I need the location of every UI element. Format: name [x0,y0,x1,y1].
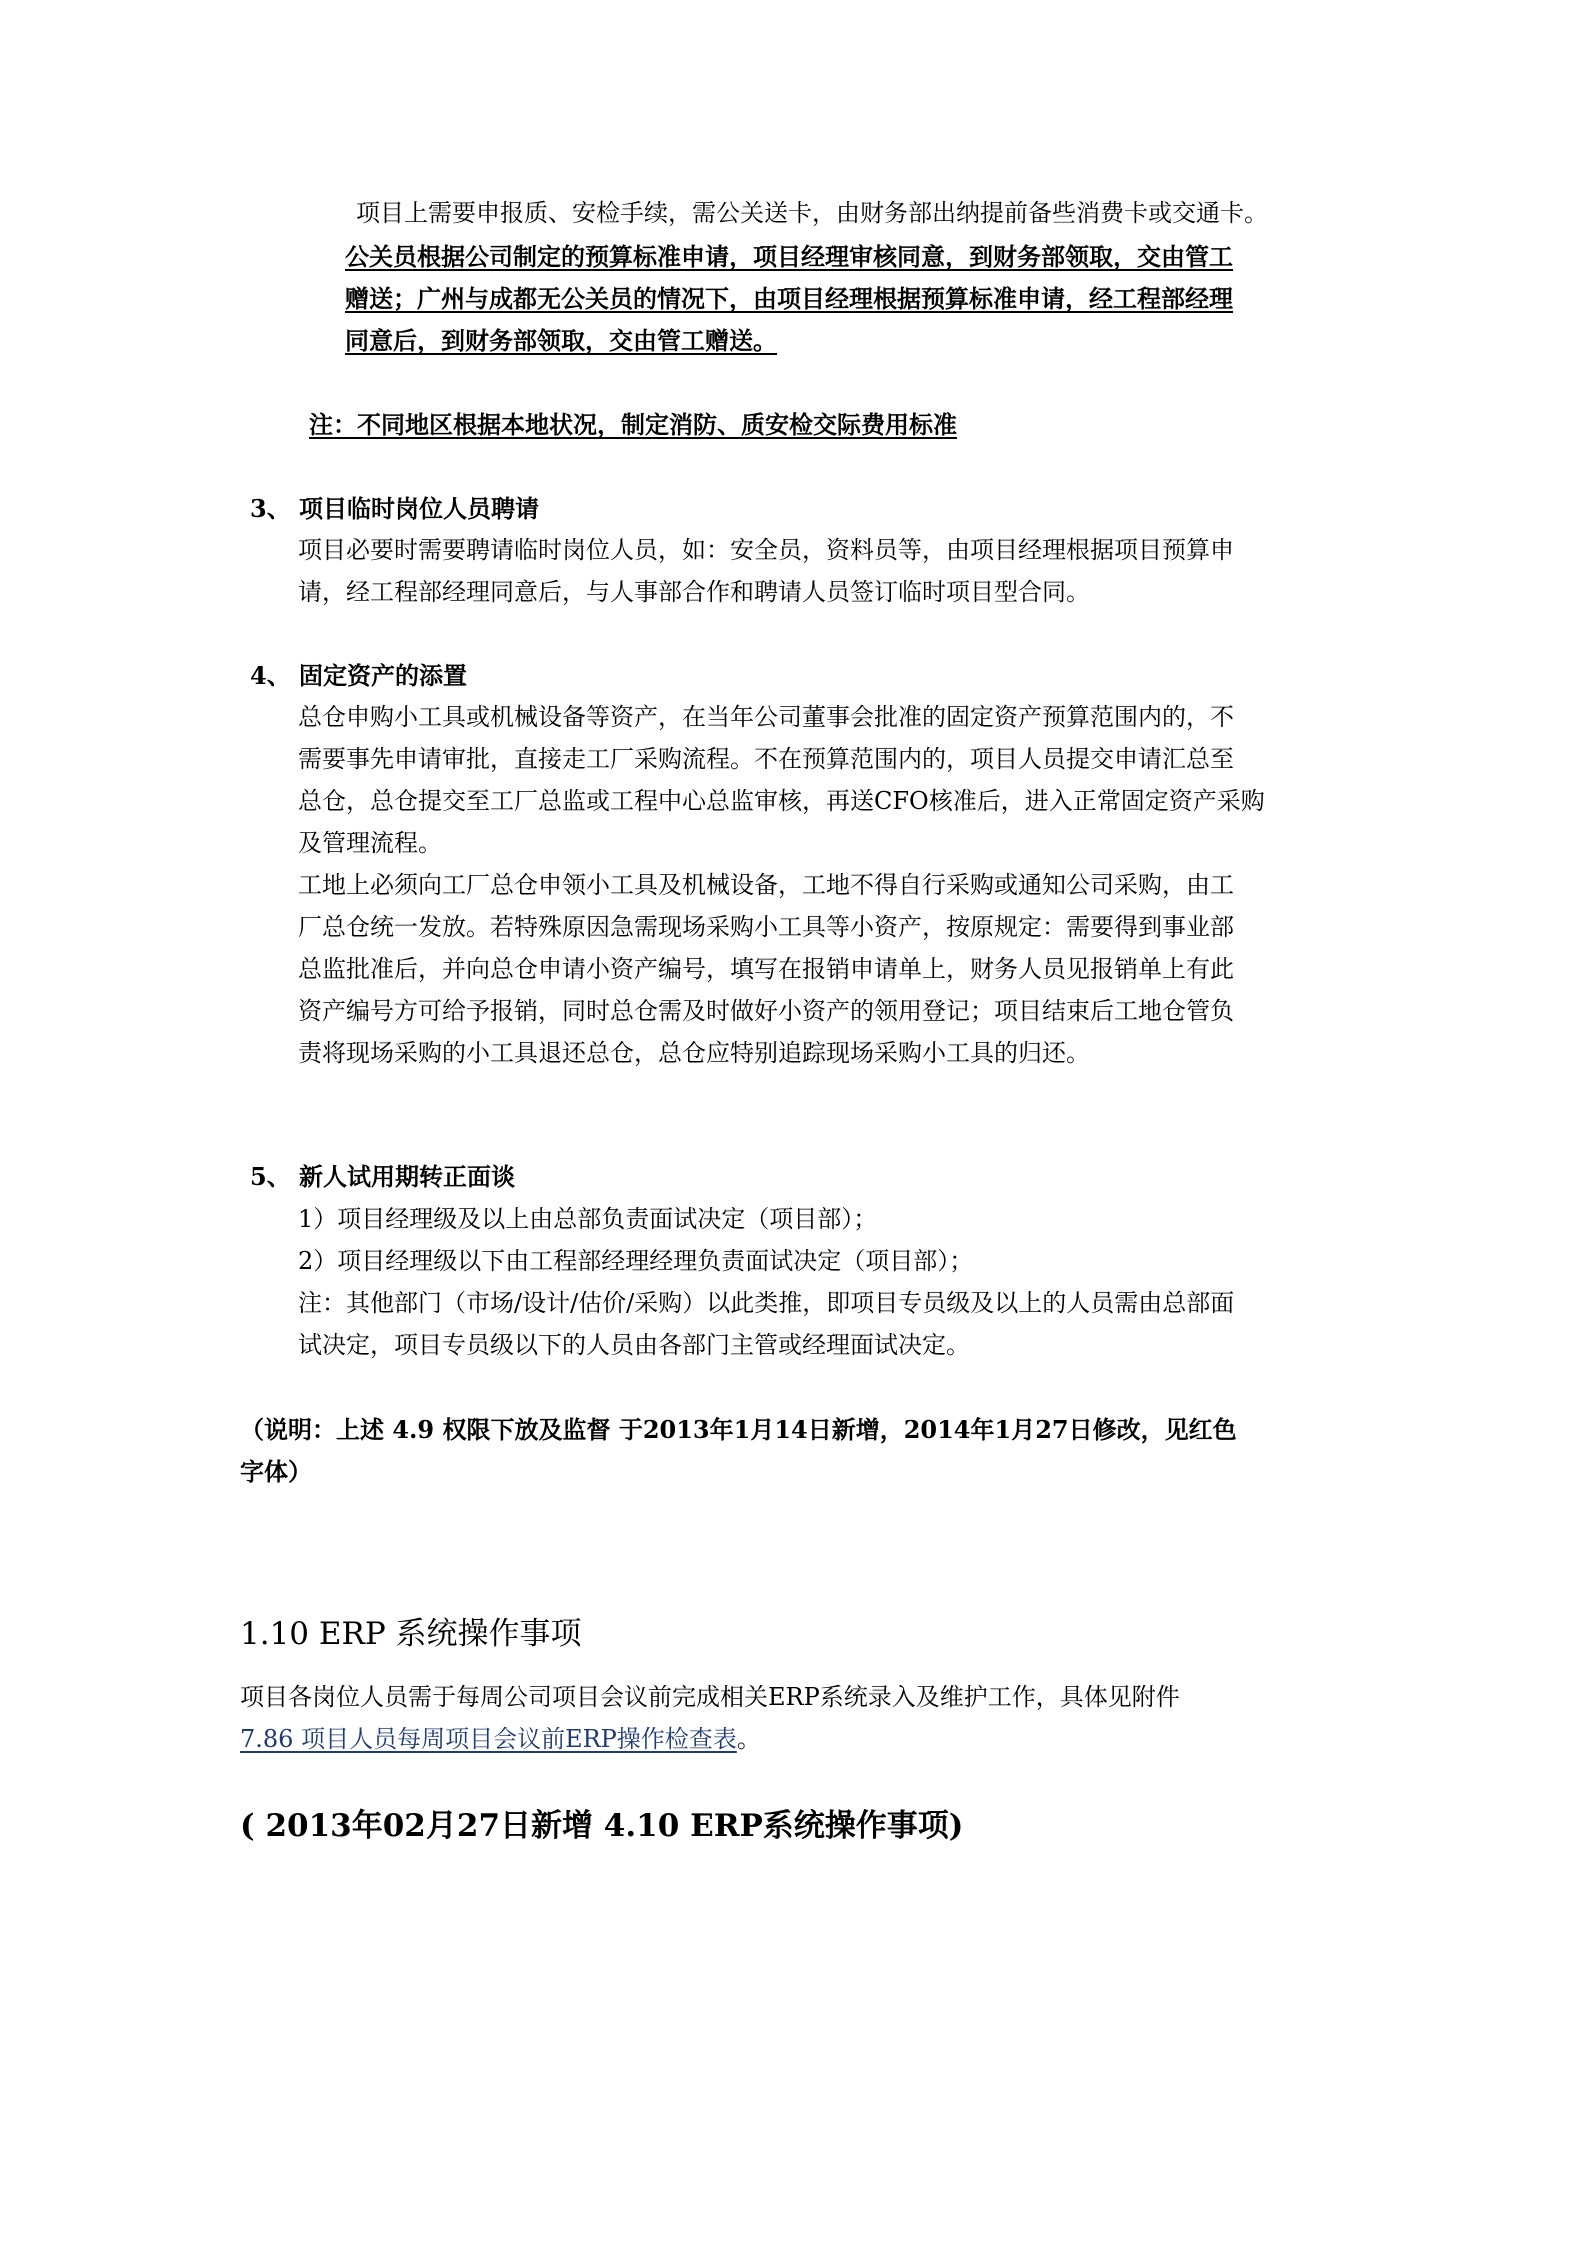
section-5-line-2: 2）项目经理级以下由工程部经理经理负责面试决定（项目部）； [298,1247,974,1275]
section-3-heading: 3、 项目临时岗位人员聘请 [250,494,540,523]
explanation-line-1: （说明：上述 4.9 权限下放及监督 于2013年1月14日新增，2014年1月27日修改，见红色 [240,1415,1237,1444]
section-5-heading: 5、 新人试用期转正面谈 [250,1162,516,1191]
intro-bold-line-2: 赠送；广州与成都无公关员的情况下，由项目经理根据预算标准申请，经工程部经理 [345,284,1233,313]
explanation-line-2: 字体） [240,1457,312,1486]
section-1-10-line-2 [240,1722,761,1756]
section-3-line-2: 请，经工程部经理同意后，与人事部合作和聘请人员签订临时项目型合同。 [298,578,1090,606]
section-4-line-1: 总仓申购小工具或机械设备等资产，在当年公司董事会批准的固定资产预算范围内的，不 [298,703,1234,731]
section-4-line-6: 厂总仓统一发放。若特殊原因急需现场采购小工具等小资产，按原规定：需要得到事业部 [298,913,1234,941]
intro-line-1: 项目上需要申报质、安检手续，需公关送卡，由财务部出纳提前备些消费卡或交通卡。 [356,199,1268,227]
section-4-line-3: 总仓，总仓提交至工厂总监或工程中心总监审核，再送CFO核准后，进入正常固定资产采购 [298,787,1265,815]
section-4-line-4: 及管理流程。 [298,829,442,857]
intro-bold-line-1: 公关员根据公司制定的预算标准申请，项目经理审核同意，到财务部领取，交由管工 [345,242,1233,271]
footer-note: ( 2013年02月27日新增 4.10 ERP系统操作事项) [240,1808,964,1844]
section-5-line-3: 注：其他部门（市场/设计/估价/采购）以此类推，即项目专员级及以上的人员需由总部面 [298,1289,1235,1317]
section-4-heading: 4、 固定资产的添置 [250,661,468,690]
intro-note: 注：不同地区根据本地状况，制定消防、质安检交际费用标准 [309,410,957,439]
section-1-10-line-1: 项目各岗位人员需于每周公司项目会议前完成相关ERP系统录入及维护工作，具体见附件 [240,1683,1180,1711]
section-4-line-9: 责将现场采购的小工具退还总仓，总仓应特别追踪现场采购小工具的归还。 [298,1039,1090,1067]
section-3-line-1: 项目必要时需要聘请临时岗位人员，如：安全员，资料员等，由项目经理根据项目预算申 [298,536,1234,564]
section-5-line-1: 1）项目经理级及以上由总部负责面试决定（项目部）； [298,1205,878,1233]
section-4-line-8: 资产编号方可给予报销，同时总仓需及时做好小资产的领用登记；项目结束后工地仓管负 [298,997,1234,1025]
section-4-line-7: 总监批准后，并向总仓申请小资产编号，填写在报销申请单上，财务人员见报销单上有此 [298,955,1234,983]
section-1-10-heading: 1.10 ERP 系统操作事项 [240,1616,582,1652]
erp-checklist-link-suffix: 。 [736,1725,761,1753]
section-5-line-4: 试决定，项目专员级以下的人员由各部门主管或经理面试决定。 [298,1331,970,1359]
intro-bold-line-3: 同意后，到财务部领取，交由管工赠送。 [345,326,777,355]
erp-checklist-link[interactable]: 7.86 项目人员每周项目会议前ERP操作检查表 [240,1725,737,1753]
section-4-line-5: 工地上必须向工厂总仓申领小工具及机械设备，工地不得自行采购或通知公司采购，由工 [298,871,1234,899]
section-4-line-2: 需要事先申请审批，直接走工厂采购流程。不在预算范围内的，项目人员提交申请汇总至 [298,745,1234,773]
